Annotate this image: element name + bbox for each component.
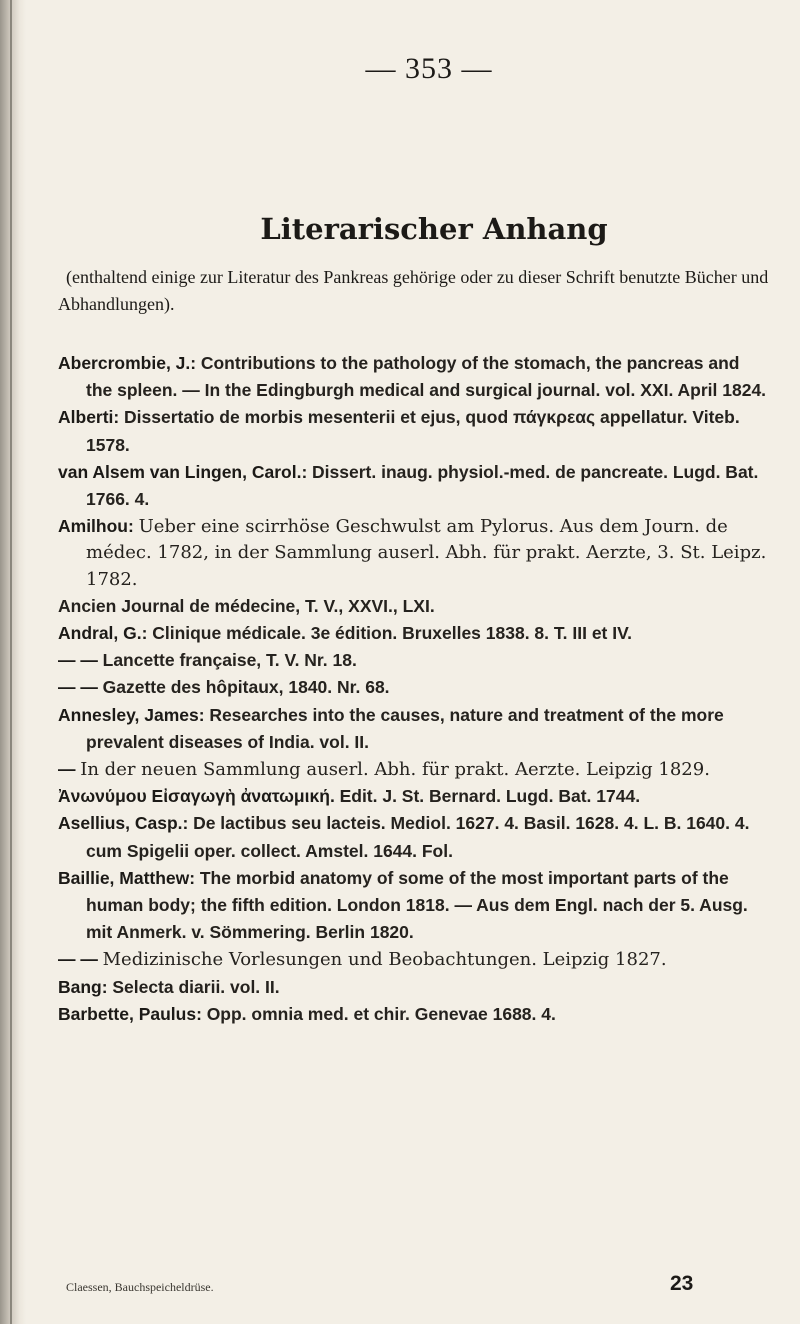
entry-author: Amilhou:	[58, 516, 134, 537]
entry-author: — —	[58, 677, 98, 698]
entry-text: Ancien Journal de médecine, T. V., XXVI., LXI.	[58, 595, 435, 616]
entry-text: Selecta diarii. vol. II.	[112, 976, 280, 997]
entry-text: Gazette des hôpitaux, 1840. Nr. 68.	[102, 677, 390, 698]
entry-author: Andral, G.:	[58, 623, 148, 644]
entry-text: Opp. omnia med. et chir. Genevae 1688. 4.	[206, 1003, 556, 1024]
entry-author: — —	[58, 949, 98, 970]
binding-edge	[10, 0, 12, 1324]
bibliography-entry	[58, 459, 770, 513]
printer-signature: Claessen, Bauchspeicheldrüse.	[66, 1280, 214, 1294]
document-page	[58, 52, 770, 1028]
entry-author: —	[58, 759, 76, 780]
entry-text: De lactibus seu lacteis. Mediol. 1627. 4. Basil. 1628. 4. L. B. 1640. 4. cum Spigelii oper. collect. Amstel. 1644. Fol.	[86, 813, 750, 861]
bibliography-entry	[58, 674, 770, 701]
bibliography-entry	[58, 513, 770, 593]
bibliography-list	[58, 350, 770, 1028]
entry-text: Ueber eine scirrhöse Geschwulst am Pylorus. Aus dem Journ. de médec. 1782, in der Sammlung auserl. Abh. für prakt. Aerzte, 3. St. Leipz. 1782.	[86, 516, 767, 590]
page-footer	[58, 1272, 770, 1302]
entry-author: Alberti:	[58, 407, 120, 428]
bibliography-entry	[58, 593, 770, 620]
entry-text: Dissert. inaug. physiol.-med. de pancreate. Lugd. Bat. 1766. 4.	[86, 461, 759, 510]
entry-author: Annesley, James:	[58, 704, 205, 725]
entry-author: Baillie, Matthew:	[58, 867, 196, 888]
bibliography-entry	[58, 620, 770, 647]
section-subtitle: (enthaltend einige zur Literatur des Pankreas gehörige oder zu dieser Schrift benutzte Bücher und Abhandlungen).	[58, 267, 769, 314]
bibliography-entry	[58, 946, 770, 973]
entry-author: Ἀνωνύμου Εἰσαγωγὴ ἀνατωμική.	[58, 786, 335, 807]
entry-author: Abercrombie, J.:	[58, 353, 197, 373]
section-title: Literarischer Anhang	[260, 212, 608, 246]
book-spine-shadow	[0, 0, 26, 1324]
bibliography-entry	[58, 1001, 770, 1028]
entry-text: Medizinische Vorlesungen und Beobachtungen. Leipzig 1827.	[102, 949, 667, 971]
entry-text: The morbid anatomy of some of the most important parts of the human body; the fifth edition. London 1818. — Aus dem Engl. nach der 5. Ausg. mit Anmerk. v. Sömmering. Berlin 1820.	[86, 867, 748, 943]
entry-author: van Alsem van Lingen, Carol.:	[58, 461, 308, 482]
bibliography-entry	[58, 974, 770, 1001]
entry-text: Researches into the causes, nature and treatment of the more prevalent diseases of India. vol. II.	[86, 704, 724, 752]
bibliography-entry	[58, 756, 770, 783]
bibliography-entry	[58, 702, 770, 756]
entry-author: — —	[58, 650, 98, 671]
entry-text: Edit. J. St. Bernard. Lugd. Bat. 1744.	[339, 786, 641, 807]
entry-author: Barbette, Paulus:	[58, 1003, 202, 1024]
entry-text: Clinique médicale. 3e édition. Bruxelles 1838. 8. T. III et IV.	[152, 623, 633, 644]
bibliography-entry	[58, 865, 770, 947]
entry-text: Dissertatio de morbis mesenterii et ejus, quod πάγκρεας appellatur. Viteb. 1578.	[86, 407, 740, 455]
bibliography-entry	[58, 783, 770, 810]
entry-text: In der neuen Sammlung auserl. Abh. für prakt. Aerzte. Leipzig 1829.	[80, 759, 710, 781]
bibliography-entry	[58, 647, 770, 674]
entry-text: Contributions to the pathology of the stomach, the pancreas and the spleen. — In the Edingburgh medical and surgical journal. vol. XXI. April 1824.	[86, 353, 767, 401]
entry-author: Bang:	[58, 976, 108, 997]
signature-mark: 23	[670, 1272, 694, 1295]
bibliography-entry	[58, 810, 770, 864]
bibliography-entry	[58, 350, 770, 404]
entry-text: Lancette française, T. V. Nr. 18.	[102, 650, 357, 671]
page-number: — 353 —	[365, 52, 493, 85]
entry-author: Asellius, Casp.:	[58, 813, 189, 834]
bibliography-entry	[58, 404, 770, 458]
